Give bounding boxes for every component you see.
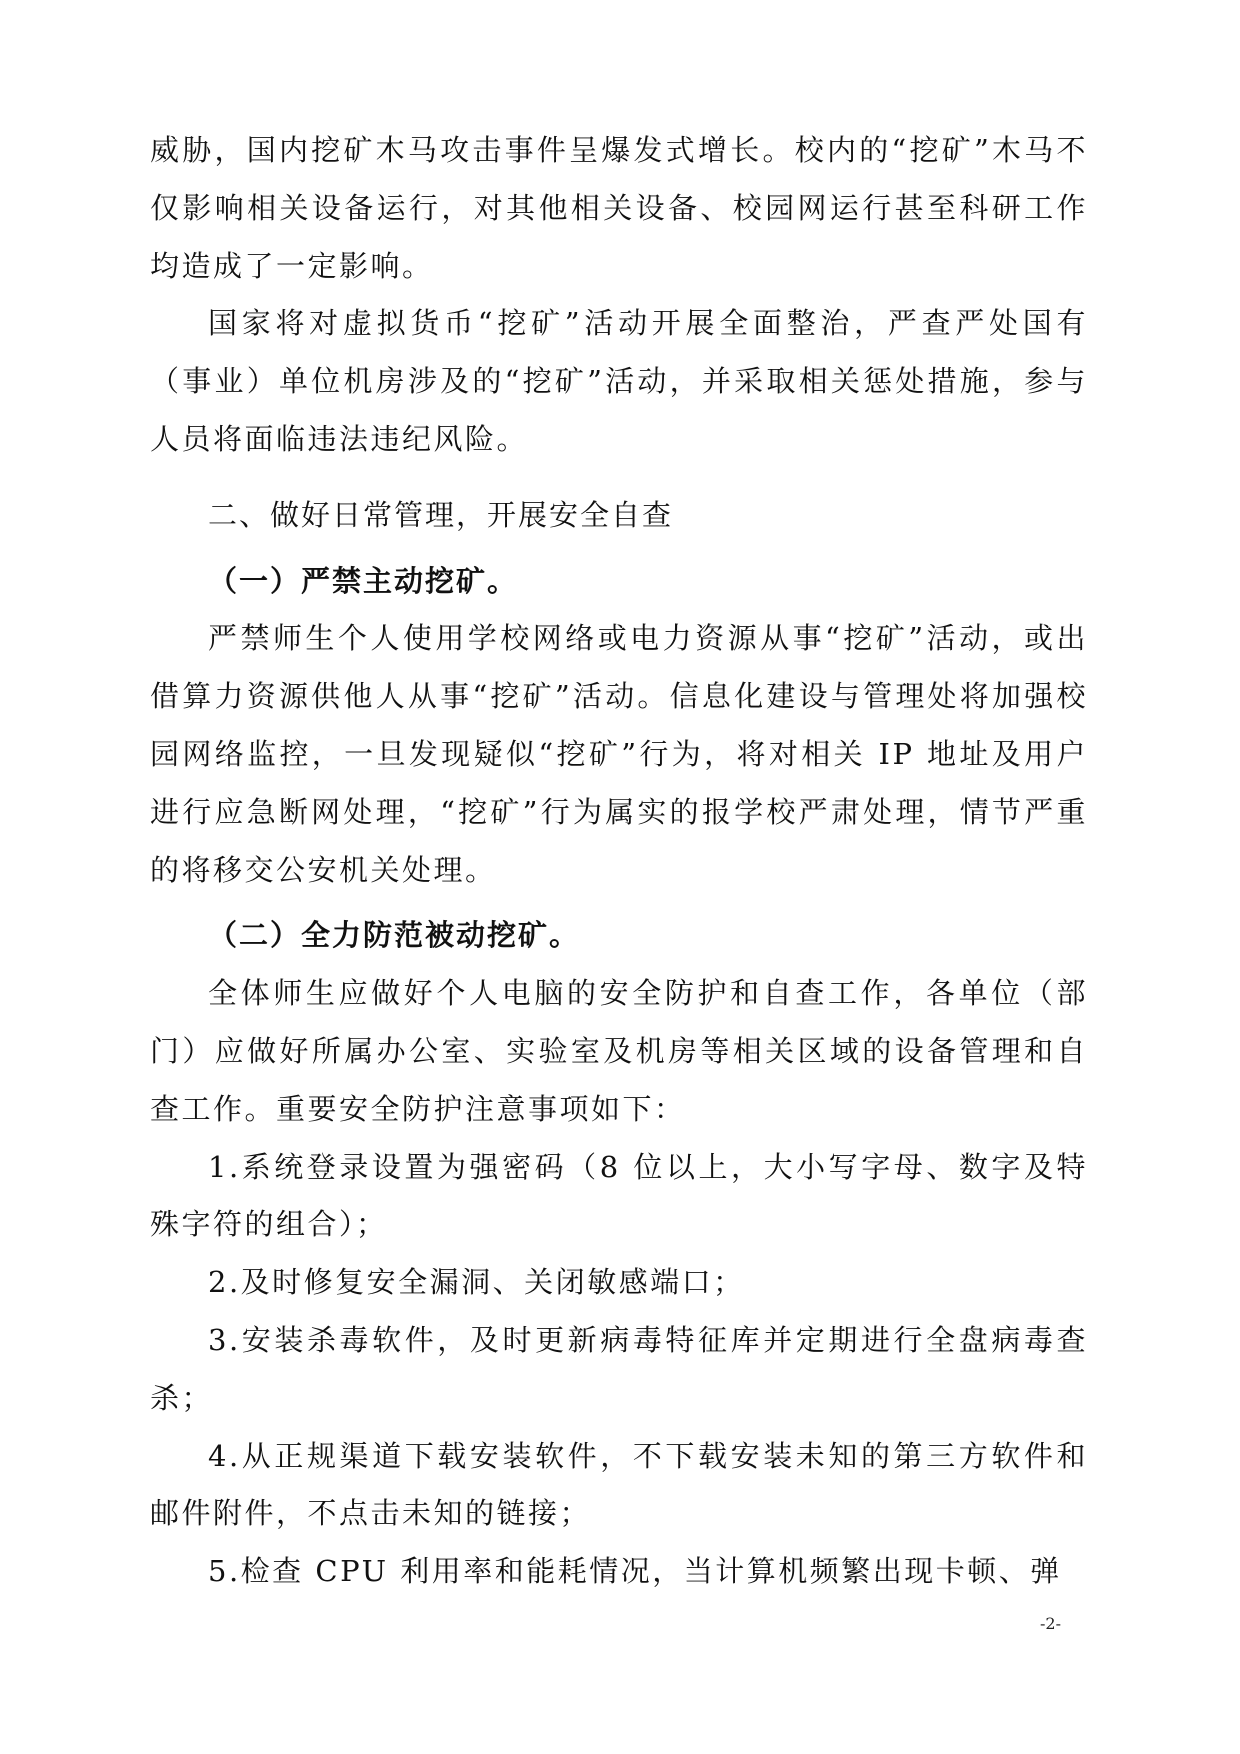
list-item-official-downloads: 4.从正规渠道下载安装软件，不下载安装未知的第三方软件和邮件附件，不点击未知的链接；	[150, 1438, 1088, 1531]
paragraph-prevent-passive-mining: 全体师生应做好个人电脑的安全防护和自查工作，各单位（部门）应做好所属办公室、实验室及机房等相关区域的设备管理和自查工作。重要安全防护注意事项如下：	[150, 976, 1088, 1126]
subheading-prevent-passive-mining: （二）全力防范被动挖矿。	[208, 918, 581, 953]
list-item-strong-password: 1.系统登录设置为强密码（8 位以上，大小写字母、数字及特殊字符的组合）；	[150, 1149, 1088, 1242]
paragraph-national-rectification: 国家将对虚拟货币“挖矿”活动开展全面整治，严查严处国有（事业）单位机房涉及的“挖矿”活动，并采取相关惩处措施，参与人员将面临违法违纪风险。	[150, 306, 1088, 456]
paragraph-prohibit-active-mining: 严禁师生个人使用学校网络或电力资源从事“挖矿”活动，或出借算力资源供他人从事“挖矿”活动。信息化建设与管理处将加强校园网络监控，一旦发现疑似“挖矿”行为，将对相关 IP 地址及用户进行应急断网处理，“挖矿”行为属实的报学校严肃处理，情节严重的将移交公安机关处理。	[150, 621, 1088, 887]
subheading-prohibit-active-mining: （一）严禁主动挖矿。	[208, 563, 519, 598]
section-heading-daily-management: 二、做好日常管理，开展安全自查	[208, 497, 674, 532]
list-item-check-cpu: 5.检查 CPU 利用率和能耗情况，当计算机频繁出现卡顿、弹	[208, 1554, 1062, 1589]
list-item-patch-vulnerabilities: 2.及时修复安全漏洞、关闭敏感端口；	[208, 1265, 745, 1300]
page-number: -2-	[1040, 1614, 1061, 1633]
document-body	[150, 122, 1088, 1601]
list-item-antivirus: 3.安装杀毒软件，及时更新病毒特征库并定期进行全盘病毒查杀；	[150, 1322, 1088, 1415]
paragraph-threat-continuation: 威胁，国内挖矿木马攻击事件呈爆发式增长。校内的“挖矿”木马不仅影响相关设备运行，对其他相关设备、校园网运行甚至科研工作均造成了一定影响。	[150, 133, 1088, 283]
